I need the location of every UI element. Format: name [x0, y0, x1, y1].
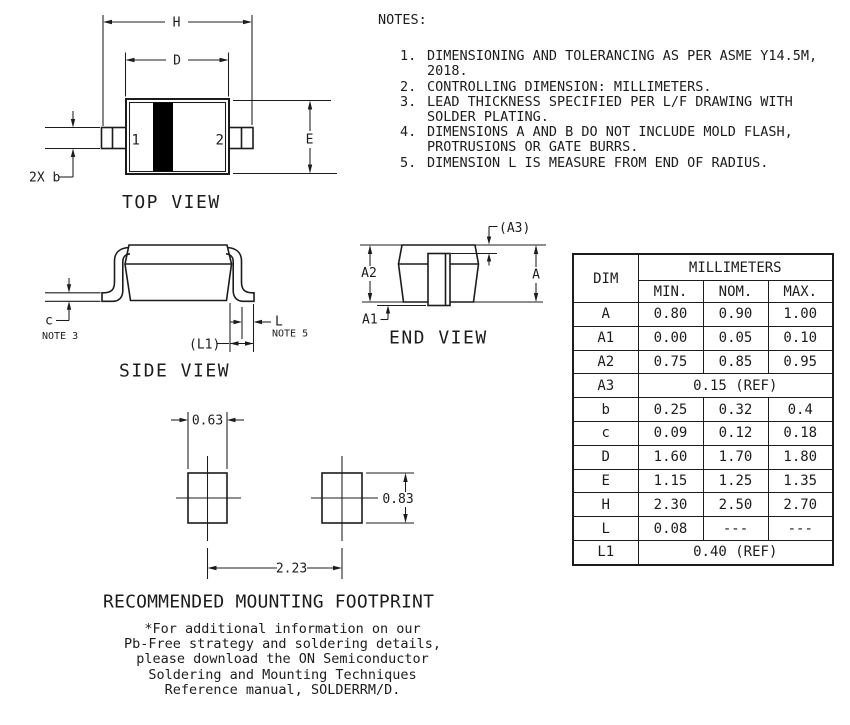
cell-nom: 0.32: [703, 398, 768, 422]
cell-dim: A2: [573, 350, 638, 374]
a-dimension: [532, 245, 540, 302]
cell-span: 0.15 (REF): [638, 374, 833, 398]
cell-min: 1.60: [638, 445, 703, 469]
cell-max: 1.35: [768, 469, 833, 493]
table-row: [573, 421, 833, 445]
cell-max: 0.18: [768, 421, 833, 445]
cell-dim: A1: [573, 326, 638, 350]
cell-dim: A: [573, 303, 638, 327]
footer-line: Pb-Free strategy and soldering details,: [124, 636, 441, 653]
footprint-view: [103, 412, 434, 613]
note-item-5: [400, 156, 838, 171]
footer-line: Soldering and Mounting Techniques: [148, 666, 417, 683]
cell-span: 0.40 (REF): [638, 540, 833, 565]
table-row: [573, 493, 833, 517]
dim-label-e: E: [305, 132, 314, 148]
table-row: [573, 445, 833, 469]
notes-title: NOTES:: [378, 12, 427, 28]
cell-max: 1.00: [768, 303, 833, 327]
note-item-1: [400, 49, 838, 79]
note-number: 1.: [400, 48, 417, 65]
cell-min: 0.08: [638, 517, 703, 541]
cell-nom: 0.05: [703, 326, 768, 350]
cathode-band: [153, 103, 173, 172]
note-item-3: [400, 95, 838, 125]
note-text: DIMENSION L IS MEASURE FROM END OF RADIUS.: [427, 154, 769, 171]
c-dimension: [42, 278, 101, 342]
cell-max: 1.80: [768, 445, 833, 469]
pad-width-label: 0.63: [191, 413, 224, 429]
pad-pitch-label: 2.23: [275, 561, 308, 577]
dim-label-a: A: [532, 267, 540, 283]
a2-dimension: [361, 245, 377, 302]
cell-dim: b: [573, 398, 638, 422]
note-text: DIMENSIONING AND TOLERANCING AS PER ASME Y14.5M, 2018.: [427, 48, 818, 80]
cell-nom: 0.85: [703, 350, 768, 374]
a1-dimension: [362, 306, 390, 328]
note-number: 5.: [400, 154, 417, 171]
footer-line: Reference manual, SOLDERRM/D.: [164, 681, 401, 698]
note-text: LEAD THICKNESS SPECIFIED PER L/F DRAWING WITH SOLDER PLATING.: [427, 93, 793, 126]
dimensions-table: [572, 253, 834, 566]
table-row: [573, 326, 833, 350]
end-view-caption: END VIEW: [389, 327, 488, 349]
pad-height-label: 0.83: [382, 492, 414, 507]
cell-max: 0.4: [768, 398, 833, 422]
cell-nom: 1.70: [703, 445, 768, 469]
top-view: [29, 15, 337, 213]
top-view-caption: TOP VIEW: [122, 192, 221, 213]
cell-nom: 2.50: [703, 493, 768, 517]
dim-label-d: D: [173, 53, 181, 69]
cell-max: ---: [768, 517, 833, 541]
table-header-min: MIN.: [638, 281, 703, 303]
table-row: [573, 350, 833, 374]
cell-min: 1.15: [638, 469, 703, 493]
cell-nom: 0.12: [703, 421, 768, 445]
table-header-max: MAX.: [768, 281, 833, 303]
note5-ref-label: NOTE 5: [272, 328, 309, 340]
dim-label-l: L: [275, 314, 283, 330]
cell-nom: 0.90: [703, 303, 768, 327]
note-item-4: [400, 125, 838, 155]
table-header-units: MILLIMETERS: [638, 254, 833, 281]
package-body-top: [126, 99, 229, 174]
b-dimension: [29, 111, 100, 186]
footprint-caption: RECOMMENDED MOUNTING FOOTPRINT: [103, 591, 435, 613]
cell-min: 0.25: [638, 398, 703, 422]
table-row: [573, 540, 833, 565]
dim-label-c: c: [45, 313, 53, 329]
pin1-lead-top: [102, 128, 127, 149]
cell-min: 0.00: [638, 326, 703, 350]
cell-max: 0.95: [768, 350, 833, 374]
table-header-dim: DIM: [573, 254, 638, 303]
cell-min: 0.09: [638, 421, 703, 445]
table-row: [573, 469, 833, 493]
notes-section: [378, 13, 838, 171]
end-view: [360, 221, 546, 349]
d-dimension: [126, 53, 229, 97]
a3-dimension: [487, 221, 531, 266]
pin2-number: 2: [215, 132, 224, 149]
side-view-caption: SIDE VIEW: [119, 360, 231, 382]
dim-label-h: H: [172, 15, 181, 31]
cell-dim: L: [573, 517, 638, 541]
cell-dim: L1: [573, 540, 638, 565]
table-header-nom: NOM.: [703, 281, 768, 303]
cell-dim: c: [573, 421, 638, 445]
table-row: [573, 303, 833, 327]
cell-min: 0.75: [638, 350, 703, 374]
footer-note: [105, 622, 460, 698]
cell-dim: A3: [573, 374, 638, 398]
dim-label-2xb: 2X b: [29, 170, 61, 186]
e-dimension: [233, 101, 337, 174]
dim-label-l1: (L1): [189, 337, 221, 353]
cell-nom: 1.25: [703, 469, 768, 493]
lead-end: [428, 254, 450, 306]
cell-dim: H: [573, 493, 638, 517]
cell-min: 2.30: [638, 493, 703, 517]
pin1-number: 1: [131, 132, 140, 149]
note-number: 4.: [400, 124, 417, 141]
note-number: 2.: [400, 78, 417, 95]
side-view: [42, 245, 308, 382]
note-text: DIMENSIONS A AND B DO NOT INCLUDE MOLD FLASH, PROTRUSIONS OR GATE BURRS.: [427, 124, 793, 156]
cell-nom: ---: [703, 517, 768, 541]
footer-line: *For additional information on our: [144, 621, 421, 637]
note3-ref-label: NOTE 3: [42, 331, 79, 342]
table-row: [573, 517, 833, 541]
table-row: [573, 398, 833, 422]
dim-label-a1: A1: [362, 312, 378, 328]
package-body-side: [125, 245, 232, 301]
l-dimension: [230, 303, 309, 352]
pad-pitch-dimension: [208, 562, 343, 577]
dim-label-a2: A2: [361, 266, 377, 281]
cell-max: 2.70: [768, 493, 833, 517]
footer-line: please download the ON Semiconductor: [136, 651, 429, 668]
note-item-2: [400, 80, 838, 95]
note-number: 3.: [400, 93, 417, 110]
cell-max: 0.10: [768, 326, 833, 350]
pin2-lead-top: [229, 128, 253, 149]
cell-dim: D: [573, 445, 638, 469]
dim-label-a3: (A3): [499, 221, 531, 236]
table-row: [573, 374, 833, 398]
cell-dim: E: [573, 469, 638, 493]
note-text: CONTROLLING DIMENSION: MILLIMETERS.: [427, 78, 712, 95]
cell-min: 0.80: [638, 303, 703, 327]
l1-dimension: [189, 338, 254, 353]
